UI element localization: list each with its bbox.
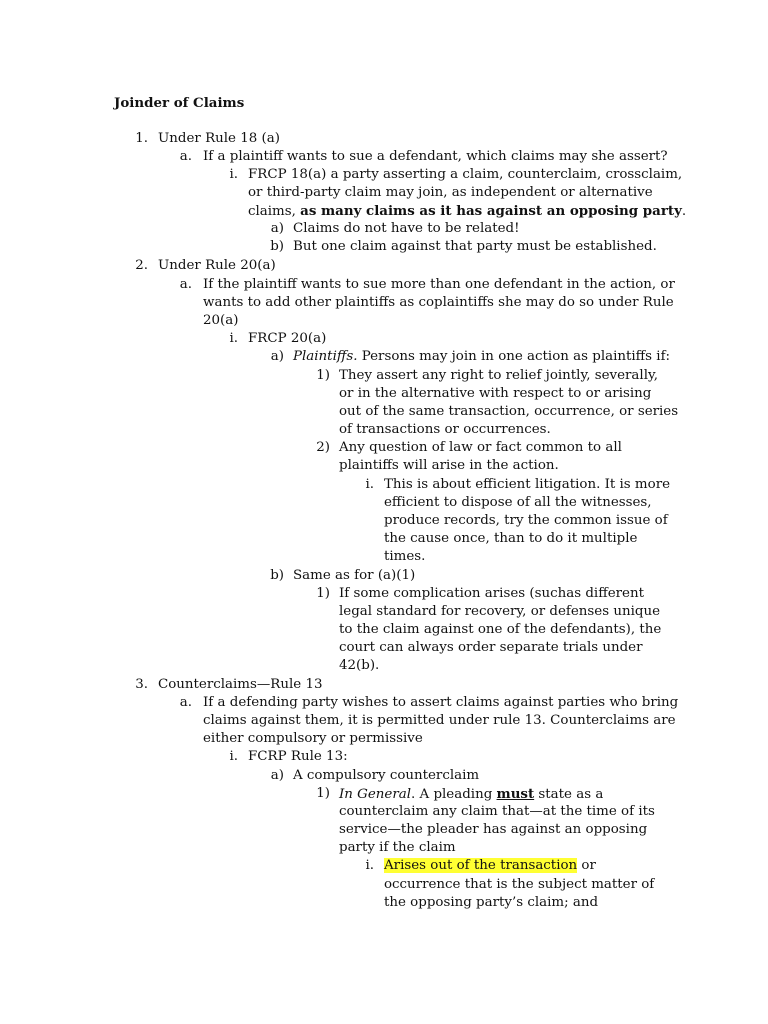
list-label: 1)	[316, 368, 330, 383]
list-item-text	[248, 202, 686, 221]
list-item-text: efficient to dispose of all the witnesses,	[384, 495, 652, 510]
list-label: a)	[270, 349, 284, 364]
list-label: b)	[270, 239, 284, 254]
list-item-text: of transactions or occurrences.	[339, 422, 551, 437]
list-item-text: counterclaim any claim that—at the time of its	[339, 804, 655, 819]
underlined-bold-text: must	[496, 786, 535, 802]
text-run: claims,	[248, 204, 301, 219]
list-item-text: Claims do not have to be related!	[293, 221, 520, 236]
list-label: a.	[179, 277, 192, 292]
list-item-text: or third-party claim may join, as independent or alternative	[248, 185, 653, 200]
list-label: i.	[365, 477, 374, 492]
list-item-text: court can always order separate trials under	[339, 640, 643, 655]
list-item-text: or in the alternative with respect to or arising	[339, 386, 652, 401]
italic-text: Plaintiffs.	[293, 349, 358, 364]
list-item-text: times.	[384, 549, 426, 564]
list-item-text: the cause once, than to do it multiple	[384, 531, 638, 546]
list-item-text: If a defending party wishes to assert claims against parties who bring	[203, 695, 679, 710]
list-item-text: occurrence that is the subject matter of	[384, 877, 655, 892]
list-number: 3.	[135, 677, 148, 692]
list-item-text: party if the claim	[339, 840, 456, 855]
list-item-text: to the claim against one of the defendants), the	[339, 622, 662, 637]
list-item-text: wants to add other plaintiffs as coplaintiffs she may do so under Rule	[203, 295, 674, 310]
list-label: i.	[229, 331, 238, 346]
italic-text: In General	[339, 787, 412, 802]
section-heading: Under Rule 20(a)	[158, 258, 276, 273]
list-item-text: either compulsory or permissive	[203, 731, 423, 746]
list-item-text: If the plaintiff wants to sue more than one defendant in the action, or	[203, 277, 675, 292]
list-item-text	[293, 348, 670, 366]
list-item-text: FRCP 20(a)	[248, 331, 327, 346]
list-label: 1)	[316, 786, 330, 801]
list-label: a)	[270, 221, 284, 236]
list-item-text: claims against them, it is permitted under rule 13. Counterclaims are	[203, 713, 676, 728]
text-run: .	[681, 204, 687, 219]
list-label: a)	[270, 768, 284, 783]
list-item-text: 42(b).	[339, 658, 380, 673]
page-title: Joinder of Claims	[114, 95, 245, 111]
list-label: 1)	[316, 586, 330, 601]
section-heading: Under Rule 18 (a)	[158, 131, 280, 146]
list-item-text: out of the same transaction, occurrence, or series	[339, 404, 679, 419]
list-item-text: Any question of law or fact common to all	[339, 440, 622, 455]
text-run: Persons may join in one action as plaintiffs if:	[357, 349, 671, 364]
list-item-text: They assert any right to relief jointly, severally,	[339, 368, 659, 383]
text-run: state as a	[534, 787, 604, 802]
list-item-text: 20(a)	[203, 313, 239, 328]
highlighted-text: Arises out of the transaction	[384, 858, 578, 873]
list-item-text: This is about efficient litigation. It is more	[384, 477, 671, 492]
list-number: 1.	[135, 131, 148, 146]
list-item-text: service—the pleader has against an opposing	[339, 822, 648, 837]
list-item-text: plaintiffs will arise in the action.	[339, 458, 559, 473]
list-label: i.	[229, 167, 238, 182]
list-label: i.	[365, 858, 374, 873]
list-label: 2)	[316, 440, 330, 455]
list-item-text: FCRP Rule 13:	[248, 749, 348, 764]
text-run: or	[577, 858, 596, 873]
text-run: . A pleading	[411, 787, 497, 802]
list-label: b)	[270, 568, 284, 583]
list-label: i.	[229, 749, 238, 764]
list-number: 2.	[135, 258, 148, 273]
list-item-text: A compulsory counterclaim	[293, 768, 480, 783]
list-item-text: Same as for (a)(1)	[293, 568, 416, 583]
section-heading: Counterclaims—Rule 13	[158, 677, 323, 692]
list-label: a.	[179, 695, 192, 710]
list-item-text: legal standard for recovery, or defenses unique	[339, 604, 660, 619]
list-item-text: produce records, try the common issue of	[384, 513, 668, 528]
list-item-text: the opposing party’s claim; and	[384, 895, 599, 910]
list-item-text	[339, 785, 603, 804]
list-item-text: If some complication arises (suchas different	[339, 586, 644, 601]
bold-text: as many claims as it has against an opposing party	[300, 203, 682, 219]
list-item-text: But one claim against that party must be established.	[293, 239, 657, 254]
list-item-text	[384, 857, 596, 875]
list-item-text: If a plaintiff wants to sue a defendant, which claims may she assert?	[203, 149, 668, 164]
list-item-text: FRCP 18(a) a party asserting a claim, counterclaim, crossclaim,	[248, 167, 683, 182]
list-label: a.	[179, 149, 192, 164]
